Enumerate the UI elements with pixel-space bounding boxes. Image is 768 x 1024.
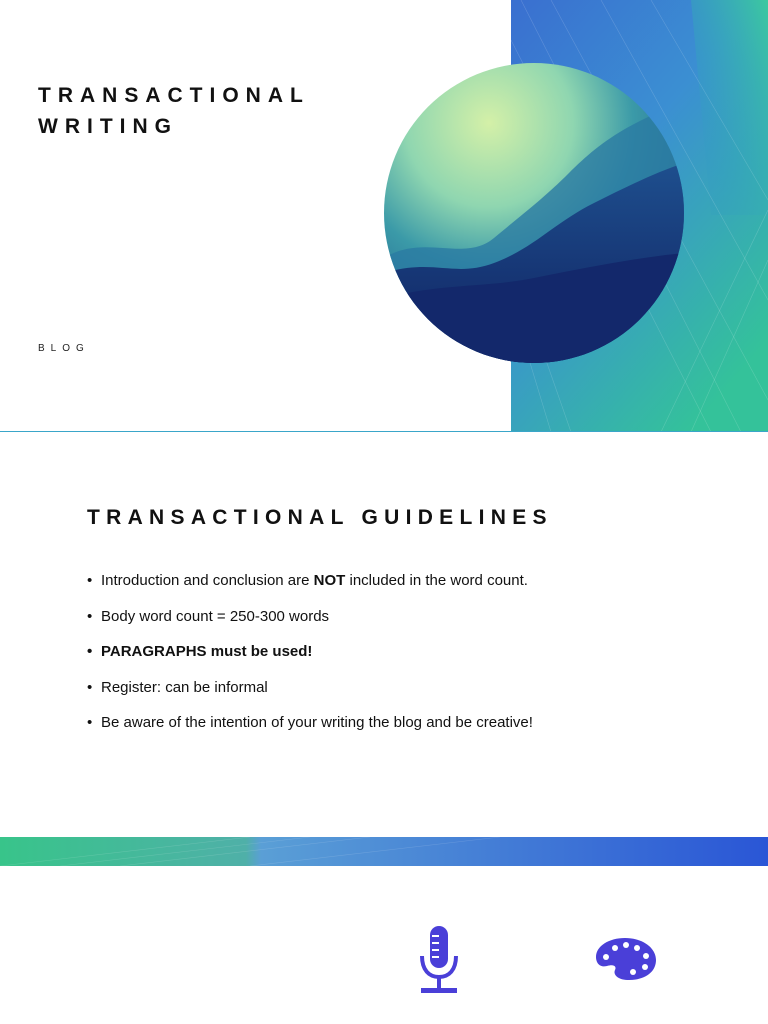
palette-icon — [595, 936, 657, 982]
guidelines-list — [87, 571, 727, 749]
list-item: • PARAGRAPHS must be used! — [87, 642, 727, 678]
list-item: • Body word count = 250-300 words — [87, 607, 727, 643]
bullet-emphasis: NOT — [313, 572, 346, 589]
slide-title — [38, 80, 310, 142]
guidelines-slide — [0, 432, 768, 837]
microphone-icon — [419, 926, 459, 994]
bullet-text: included in the word count. — [345, 572, 528, 589]
guidelines-heading: TRANSACTIONAL GUIDELINES — [87, 506, 553, 529]
list-item: • Be aware of the intention of your writing the blog and be creative! — [87, 713, 727, 749]
icons-slide — [0, 866, 768, 1024]
slide-subtitle: BLOG — [38, 343, 90, 354]
sphere-image — [384, 63, 684, 363]
title-line-1: TRANSACTIONAL — [38, 84, 310, 107]
title-slide — [0, 0, 768, 432]
gradient-band — [0, 837, 768, 866]
list-item: • Register: can be informal — [87, 678, 727, 714]
list-item — [87, 571, 727, 607]
title-line-2: WRITING — [38, 115, 178, 138]
bullet-text: Introduction and conclusion are — [101, 572, 314, 589]
